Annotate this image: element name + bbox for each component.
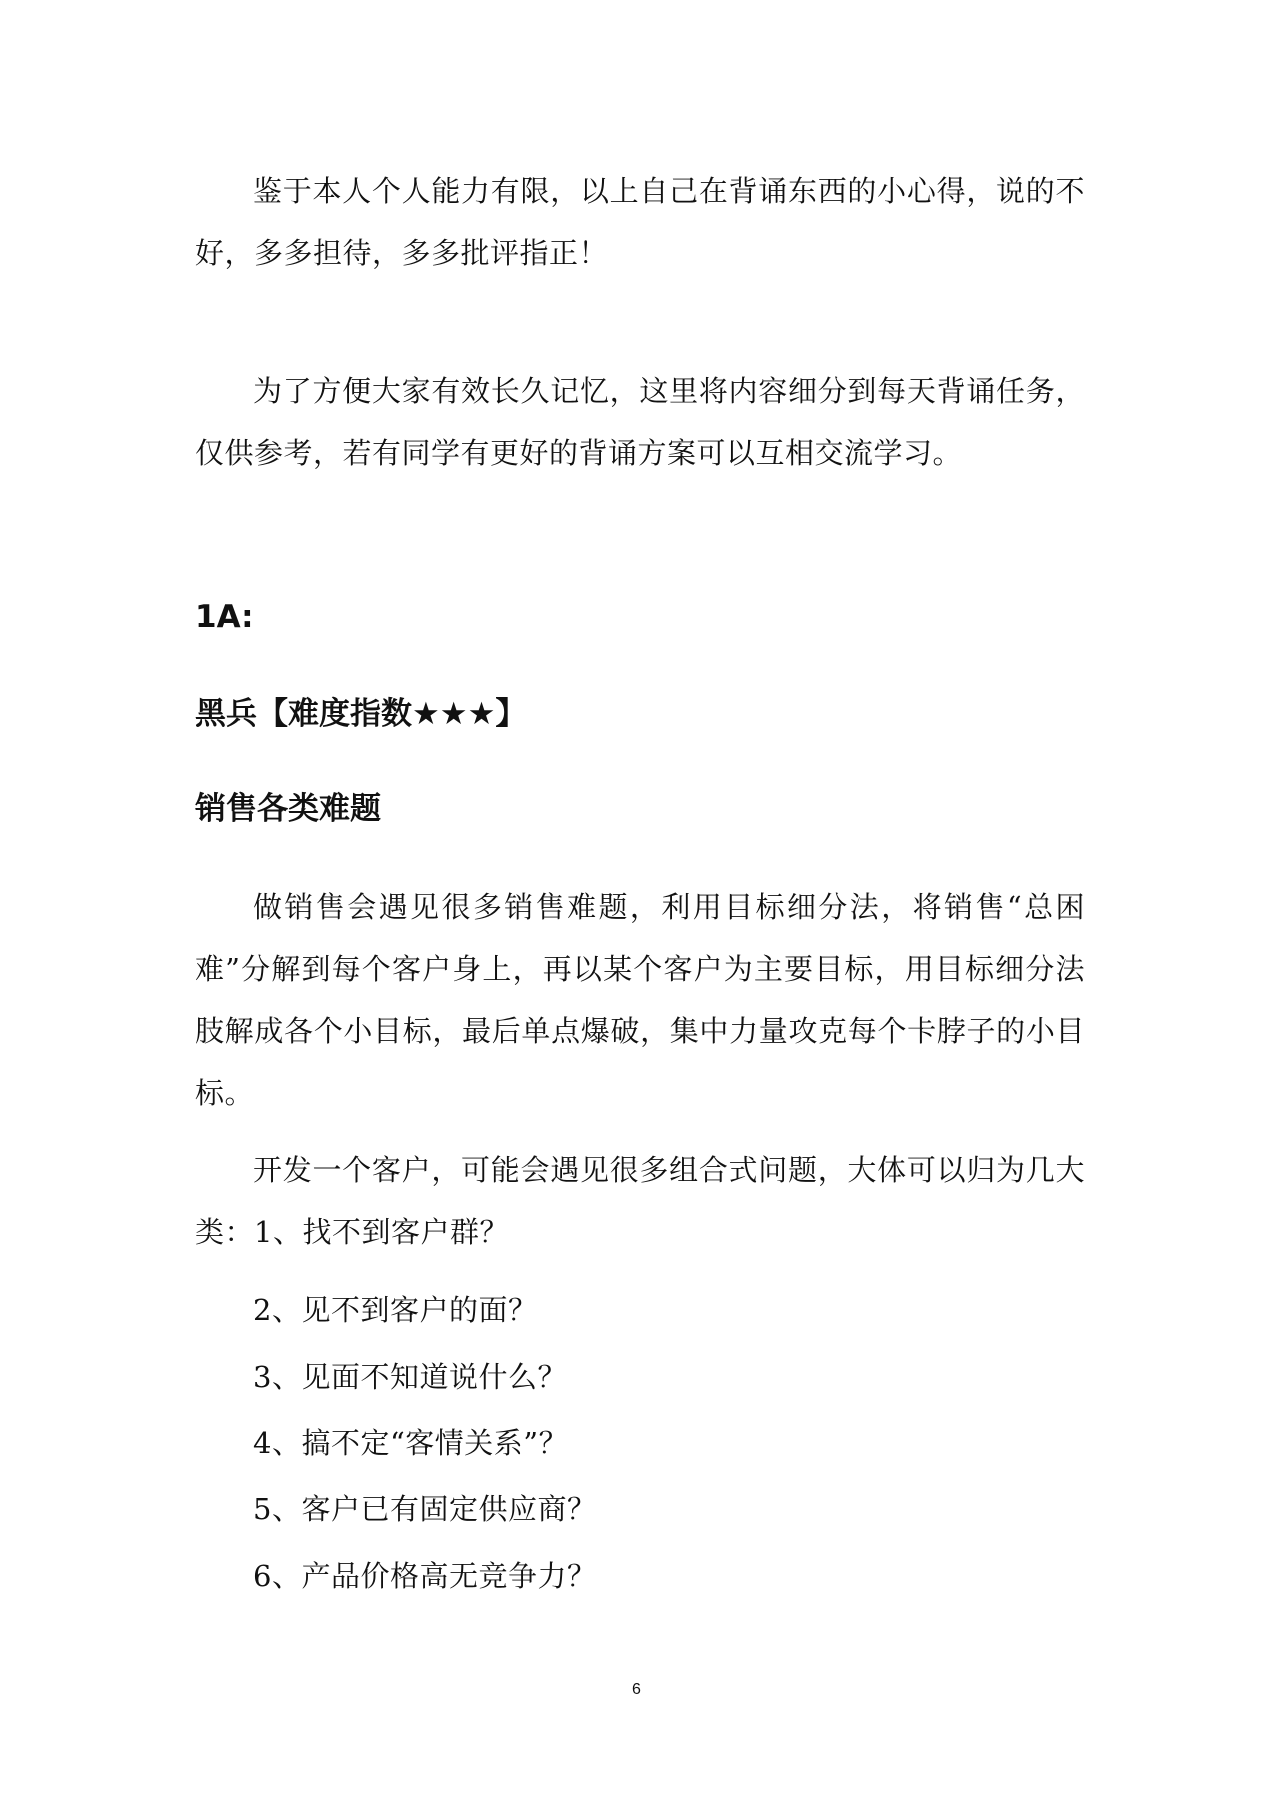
paragraph-memorization-plan-text: 为了方便大家有效长久记忆，这里将内容细分到每天背诵任务，仅供参考，若有同学有更好的背诵方案可以互相交流学习。	[195, 374, 1085, 470]
page-number: 6	[632, 1681, 641, 1698]
list-item: 6、产品价格高无竞争力？	[253, 1559, 597, 1593]
list-item: 5、客户已有固定供应商？	[253, 1492, 597, 1526]
section-heading: 1A:	[195, 599, 254, 635]
list-item: 2、见不到客户的面？	[253, 1293, 538, 1327]
paragraph-problem-categories-text: 开发一个客户，可能会遇见很多组合式问题，大体可以归为几大类：1、找不到客户群？	[195, 1153, 1085, 1249]
paragraph-sales-problems	[195, 876, 1085, 1124]
paragraph-disclaimer	[195, 160, 1085, 284]
paragraph-problem-categories	[195, 1139, 1085, 1263]
topic-heading: 销售各类难题	[195, 791, 381, 827]
paragraph-sales-problems-text: 做销售会遇见很多销售难题，利用目标细分法，将销售“总困难”分解到每个客户身上，再以某个客户为主要目标，用目标细分法肢解成各个小目标，最后单点爆破，集中力量攻克每个卡脖子的小目标。	[195, 890, 1085, 1110]
list-item: 4、搞不定“客情关系”？	[253, 1426, 569, 1460]
paragraph-memorization-plan	[195, 360, 1085, 484]
lesson-heading: 黑兵【难度指数★★★】	[195, 696, 527, 732]
paragraph-disclaimer-text: 鉴于本人个人能力有限，以上自己在背诵东西的小心得，说的不好，多多担待，多多批评指正！	[195, 174, 1085, 270]
list-item: 3、见面不知道说什么？	[253, 1360, 567, 1394]
